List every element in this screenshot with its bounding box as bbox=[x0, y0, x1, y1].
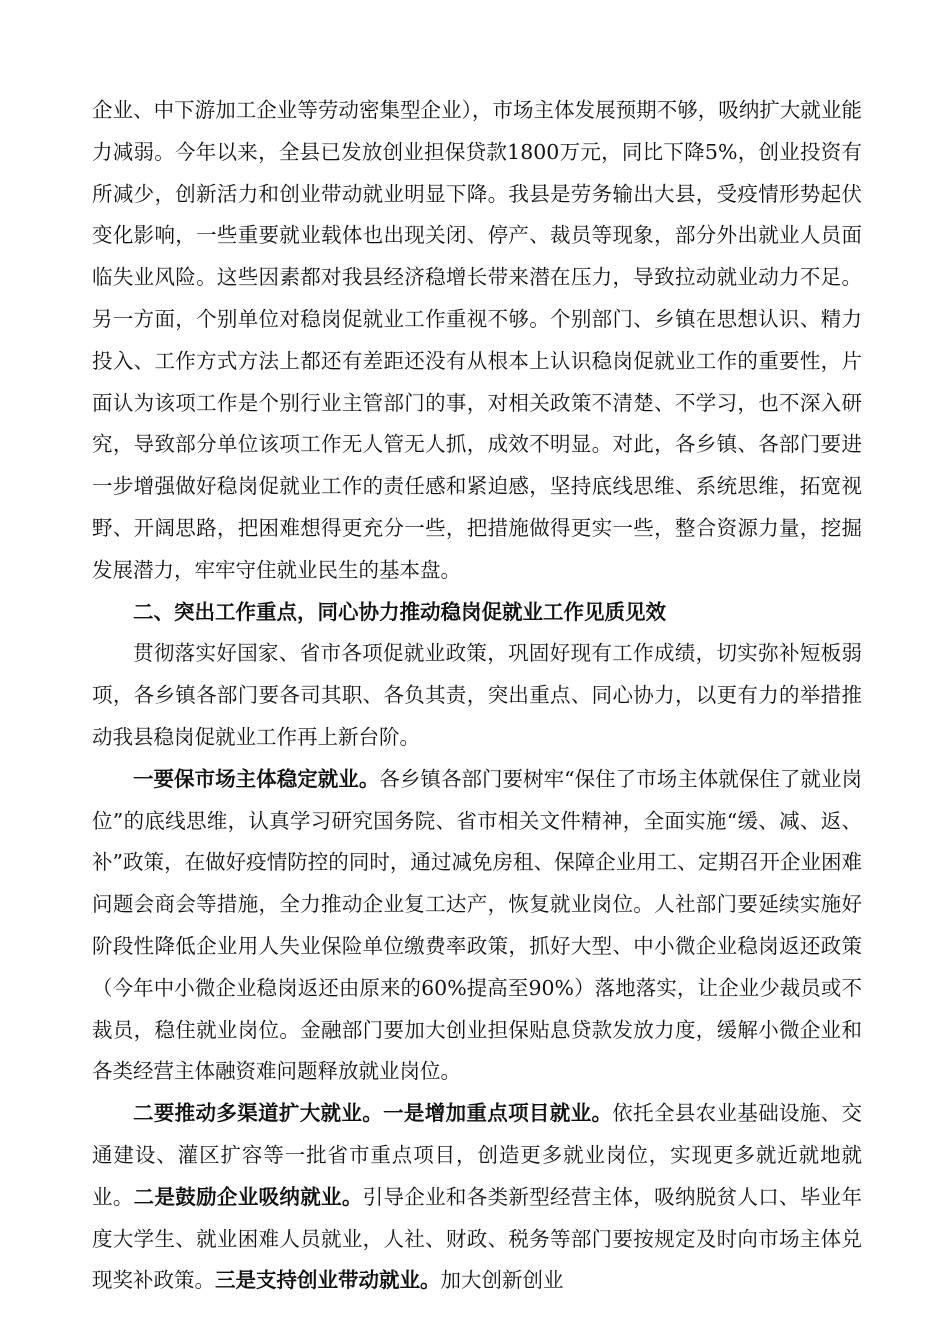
paragraph-3-lead: 一要保市场主体稳定就业。 bbox=[133, 766, 380, 791]
paragraph-4-point-1-title: 一是增加重点项目就业。 bbox=[383, 1101, 613, 1126]
document-page bbox=[92, 90, 862, 1302]
body-paragraph-3 bbox=[92, 759, 862, 1093]
paragraph-4-point-2-text: 引导企业和各类新型经营主体，吸纳脱贫人口、毕业年度大学生、就业困难人员就业，人社、财政、税务等部门要按规定及时向市场主体兑现奖补政策。 bbox=[92, 1184, 863, 1293]
paragraph-4-point-3-title: 三是支持创业带动就业。 bbox=[215, 1268, 441, 1293]
section-heading-2: 二、突出工作重点，同心协力推动稳岗促就业工作见质见效 bbox=[133, 599, 666, 624]
paragraph-4-point-2-title: 二是鼓励企业吸纳就业。 bbox=[133, 1184, 363, 1209]
body-paragraph-1: 企业、中下游加工企业等劳动密集型企业），市场主体发展预期不够，吸纳扩大就业能力减弱。今年以来，全县已发放创业担保贷款1800万元，同比下降5%，创业投资有所减少，创新活力和创业带动就业明显下降。我县是劳务输出大县，受疫情形势起伏变化影响，一些重要就业载体也出现关闭、停产、裁员等现象，部分外出就业人员面临失业风险。这些因素都对我县经济稳增长带来潜在压力，导致拉动就业动力不足。另一方面，个别单位对稳岗促就业工作重视不够。个别部门、乡镇在思想认识、精力投入、工作方式方法上都还有差距还没有从根本上认识稳岗促就业工作的重要性，片面认为该项工作是个别行业主管部门的事，对相关政策不清楚、不学习，也不深入研究，导致部分单位该项工作无人管无人抓，成效不明显。对此，各乡镇、各部门要进一步增强做好稳岗促就业工作的责任感和紧迫感，坚持底线思维、系统思维，拓宽视野、开阔思路，把困难想得更充分一些，把措施做得更实一些，整合资源力量，挖掘发展潜力，牢牢守住就业民生的基本盘。 bbox=[92, 98, 862, 582]
paragraph-4-point-1-text: 依托全县农业基础设施、交通建设、灌区扩容等一批省市重点项目，创造更多就业岗位，实现更多就近就地就业。 bbox=[92, 1101, 863, 1209]
paragraph-4-point-3-text: 加大创新创业 bbox=[440, 1268, 564, 1293]
body-paragraph-4 bbox=[92, 1093, 862, 1302]
paragraph-3-text: 各乡镇各部门要树牢“保住了市场主体就保住了就业岗位”的底线思维，认真学习研究国务院、省市相关文件精神，全面实施“缓、减、返、补”政策，在做好疫情防控的同时，通过减免房租、保障企业用工、定期召开企业困难问题会商会等措施，全力推动企业复工达产，恢复就业岗位。人社部门要延续实施好阶段性降低企业用人失业保险单位缴费率政策，抓好大型、中小微企业稳岗返还政策（今年中小微企业稳岗返还由原来的60%提高至90%）落地落实，让企业少裁员或不裁员，稳住就业岗位。金融部门要加大创业担保贴息贷款发放力度，缓解小微企业和各类经营主体融资难问题释放就业岗位。 bbox=[92, 766, 863, 1084]
body-paragraph-2: 贯彻落实好国家、省市各项促就业政策，巩固好现有工作成绩，切实弥补短板弱项，各乡镇各部门要各司其职、各负其责，突出重点、同心协力，以更有力的举措推动我县稳岗促就业工作再上新台阶。 bbox=[92, 641, 862, 749]
paragraph-4-lead: 二要推动多渠道扩大就业。 bbox=[133, 1101, 384, 1126]
